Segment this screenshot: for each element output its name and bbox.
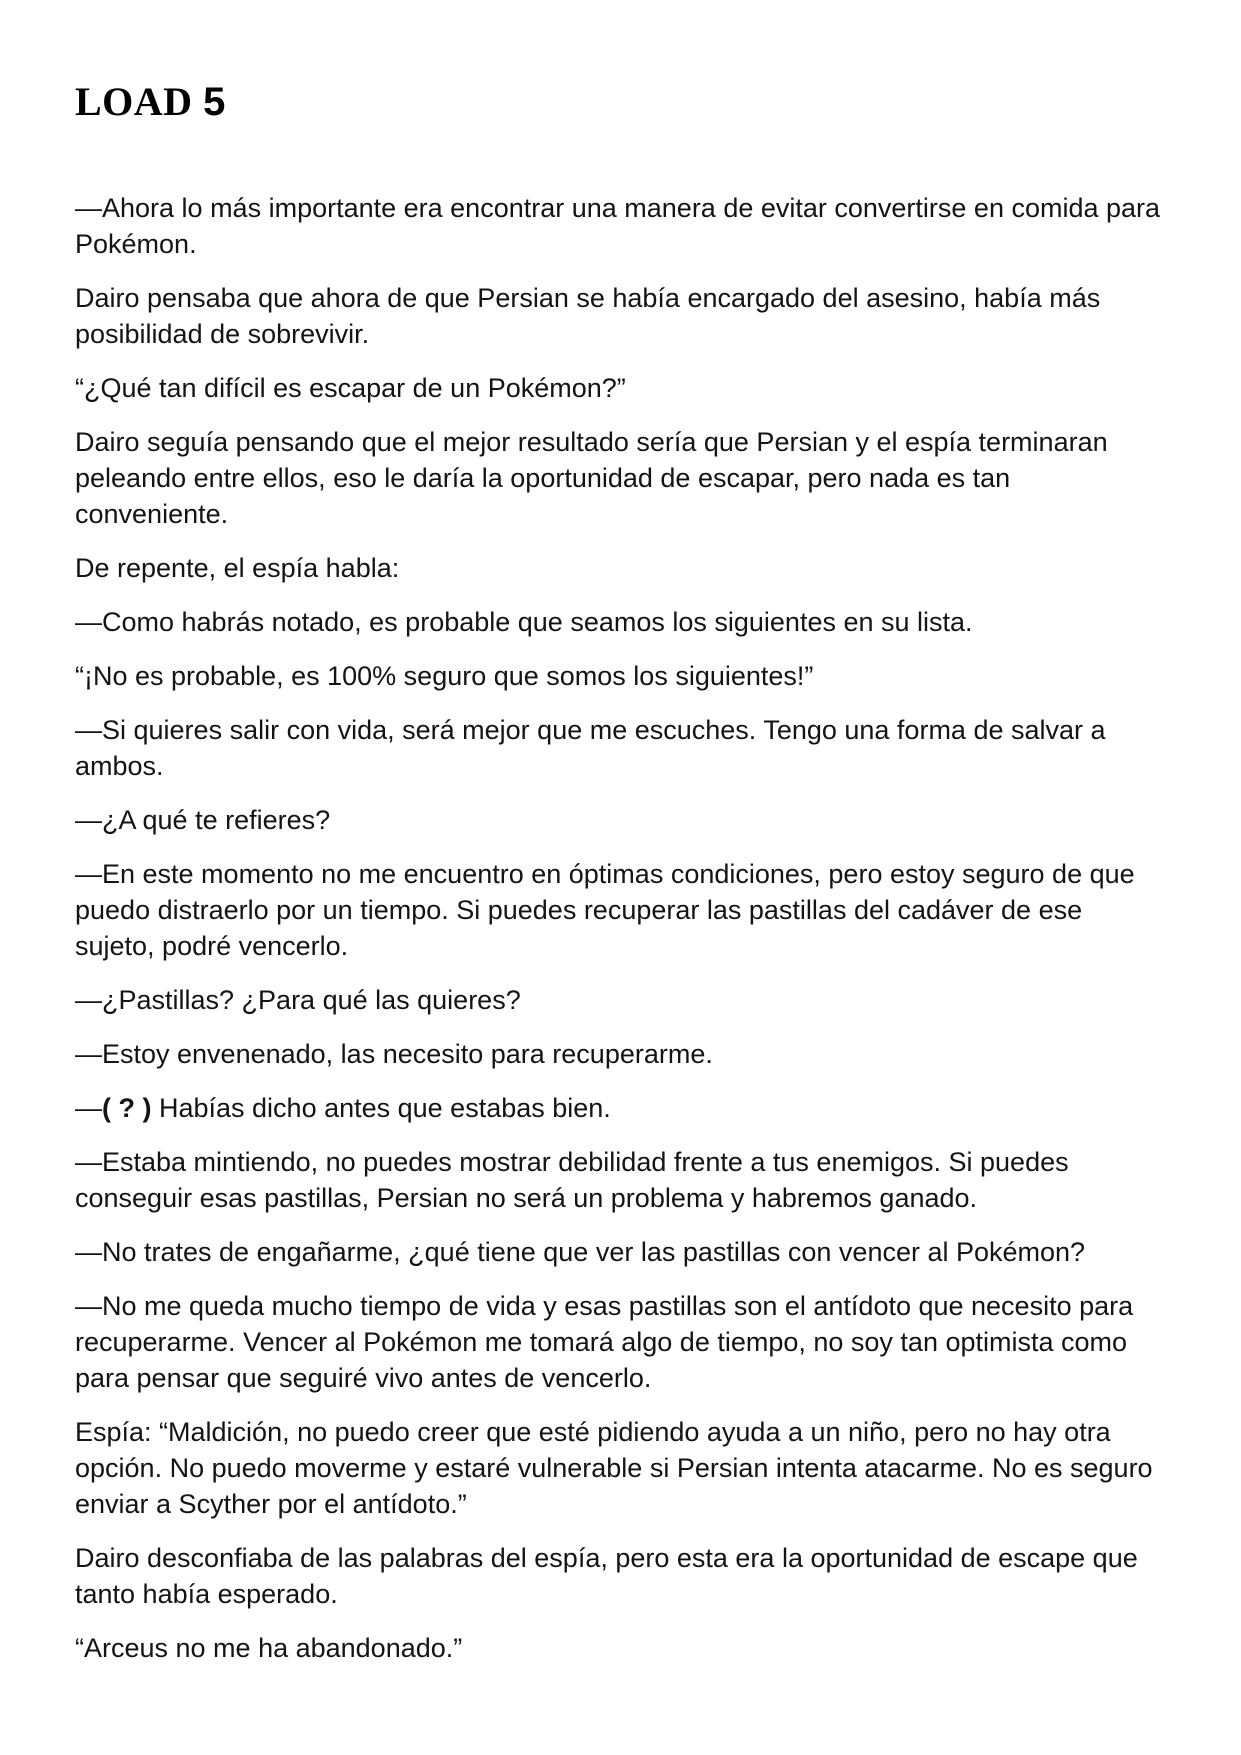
paragraph: —En este momento no me encuentro en óptimas condiciones, pero estoy seguro de que puedo distraerlo por un tiempo. Si puedes recuperar las pastillas del cadáver de ese sujeto, podré vencerlo. [75,859,1135,961]
chapter-heading-word: LOAD [75,79,193,124]
chapter-heading-number: 5 [203,80,226,124]
paragraph: “¿Qué tan difícil es escapar de un Pokémon?” [75,373,626,403]
paragraph-with-bold-mark [75,1090,1165,1126]
paragraph-rest: Habías dicho antes que estabas bien. [151,1093,611,1123]
chapter-body [75,190,1165,1684]
paragraph: Dairo desconfiaba de las palabras del espía, pero esta era la oportunidad de escape que tanto había esperado. [75,1543,1138,1609]
paragraph: —No trates de engañarme, ¿qué tiene que ver las pastillas con vencer al Pokémon? [75,1237,1086,1267]
paragraph: —Como habrás notado, es probable que seamos los siguientes en su lista. [75,607,973,637]
paragraph: “¡No es probable, es 100% seguro que somos los siguientes!” [75,661,814,691]
paragraph: “Arceus no me ha abandonado.” [75,1633,463,1663]
paragraph: De repente, el espía habla: [75,553,400,583]
paragraph: —¿A qué te refieres? [75,805,331,835]
paragraph: —Estoy envenenado, las necesito para recuperarme. [75,1039,713,1069]
paragraph: Dairo seguía pensando que el mejor resultado sería que Persian y el espía terminaran peleando entre ellos, eso le daría la oportunidad de escapar, pero nada es tan conveniente. [75,427,1108,529]
paragraph: Espía: “Maldición, no puedo creer que esté pidiendo ayuda a un niño, pero no hay otra opción. No puedo moverme y estaré vulnerable si Persian intenta atacarme. No es seguro enviar a Scyther por el antídoto.” [75,1417,1153,1519]
question-mark-emphasis: ( ? ) [102,1093,152,1123]
dialogue-dash: — [75,1093,102,1123]
paragraph: —¿Pastillas? ¿Para qué las quieres? [75,985,521,1015]
paragraph: —Estaba mintiendo, no puedes mostrar debilidad frente a tus enemigos. Si puedes conseguir esas pastillas, Persian no será un problema y habremos ganado. [75,1147,1069,1213]
paragraph: Dairo pensaba que ahora de que Persian se había encargado del asesino, había más posibilidad de sobrevivir. [75,283,1101,349]
paragraph: —Si quieres salir con vida, será mejor que me escuches. Tengo una forma de salvar a ambos. [75,715,1106,781]
chapter-heading [75,78,226,126]
paragraph: —No me queda mucho tiempo de vida y esas pastillas son el antídoto que necesito para recuperarme. Vencer al Pokémon me tomará algo de tiempo, no soy tan optimista como para pensar que seguiré vivo antes de vencerlo. [75,1291,1134,1393]
paragraph: —Ahora lo más importante era encontrar una manera de evitar convertirse en comida para Pokémon. [75,193,1161,259]
